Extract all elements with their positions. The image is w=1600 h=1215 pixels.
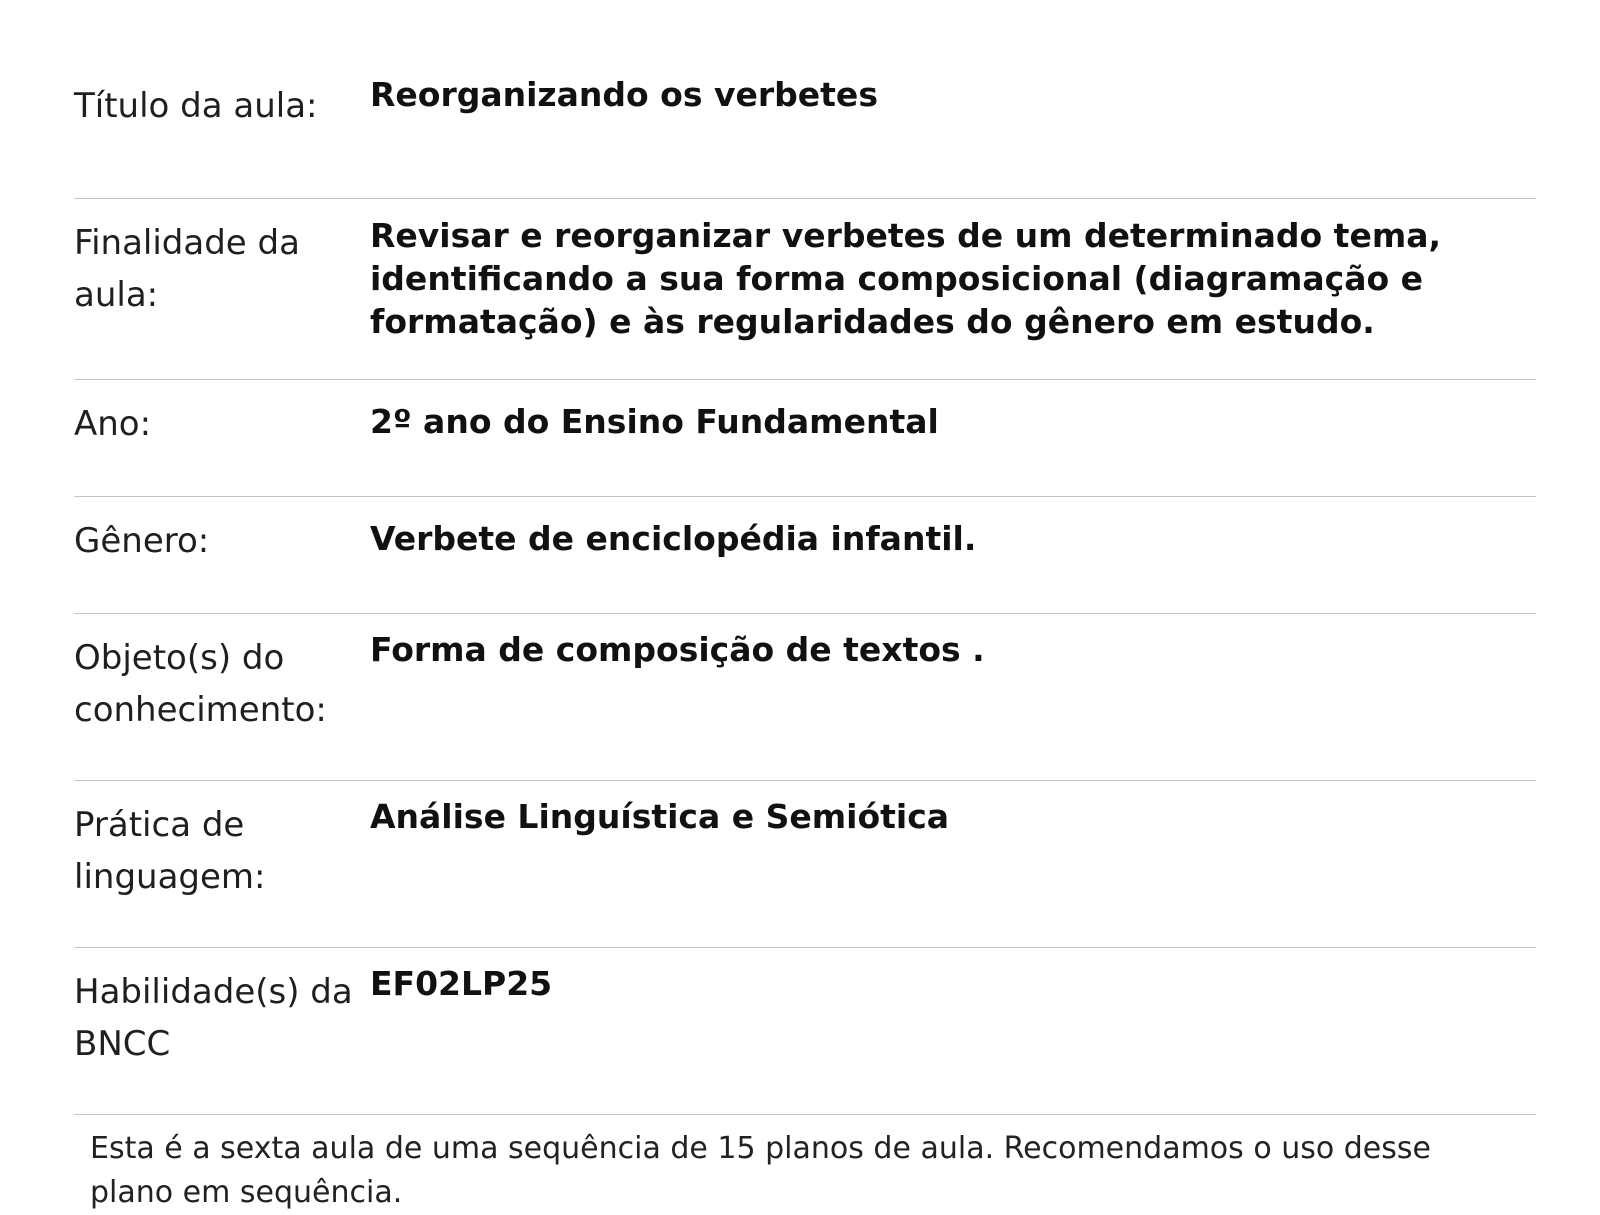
- lesson-info-table: [74, 40, 1536, 1115]
- row-label: Ano:: [74, 380, 370, 497]
- row-habilidade-bncc: [74, 948, 1536, 1115]
- row-label: Gênero:: [74, 497, 370, 614]
- row-genero: [74, 497, 1536, 614]
- row-titulo-da-aula: [74, 40, 1536, 199]
- row-value: Forma de composição de textos .: [370, 614, 1536, 781]
- row-label: Título da aula:: [74, 86, 318, 126]
- row-ano: [74, 380, 1536, 497]
- row-finalidade-da-aula: [74, 199, 1536, 380]
- row-label: Finalidade da aula:: [74, 199, 370, 380]
- row-value: Verbete de enciclopédia infantil.: [370, 497, 1536, 614]
- row-value: Revisar e reorganizar verbetes de um determinado tema, identificando a sua forma composicional (diagramação e formatação) e às regularidades do gênero em estudo.: [370, 199, 1536, 380]
- sequence-note: Esta é a sexta aula de uma sequência de 15 planos de aula. Recomendamos o uso desse plano em sequência.: [90, 1131, 1431, 1210]
- lesson-plan-sheet: [74, 40, 1536, 1215]
- row-value: Reorganizando os verbetes: [370, 75, 878, 114]
- row-label: Objeto(s) do conhecimento:: [74, 614, 370, 781]
- row-value: 2º ano do Ensino Fundamental: [370, 380, 1536, 497]
- row-label: Prática de linguagem:: [74, 781, 370, 948]
- row-value: Análise Linguística e Semiótica: [370, 781, 1536, 948]
- row-value: EF02LP25: [370, 948, 1536, 1115]
- row-pratica-de-linguagem: [74, 781, 1536, 948]
- row-objeto-do-conhecimento: [74, 614, 1536, 781]
- row-label: Habilidade(s) da BNCC: [74, 948, 370, 1115]
